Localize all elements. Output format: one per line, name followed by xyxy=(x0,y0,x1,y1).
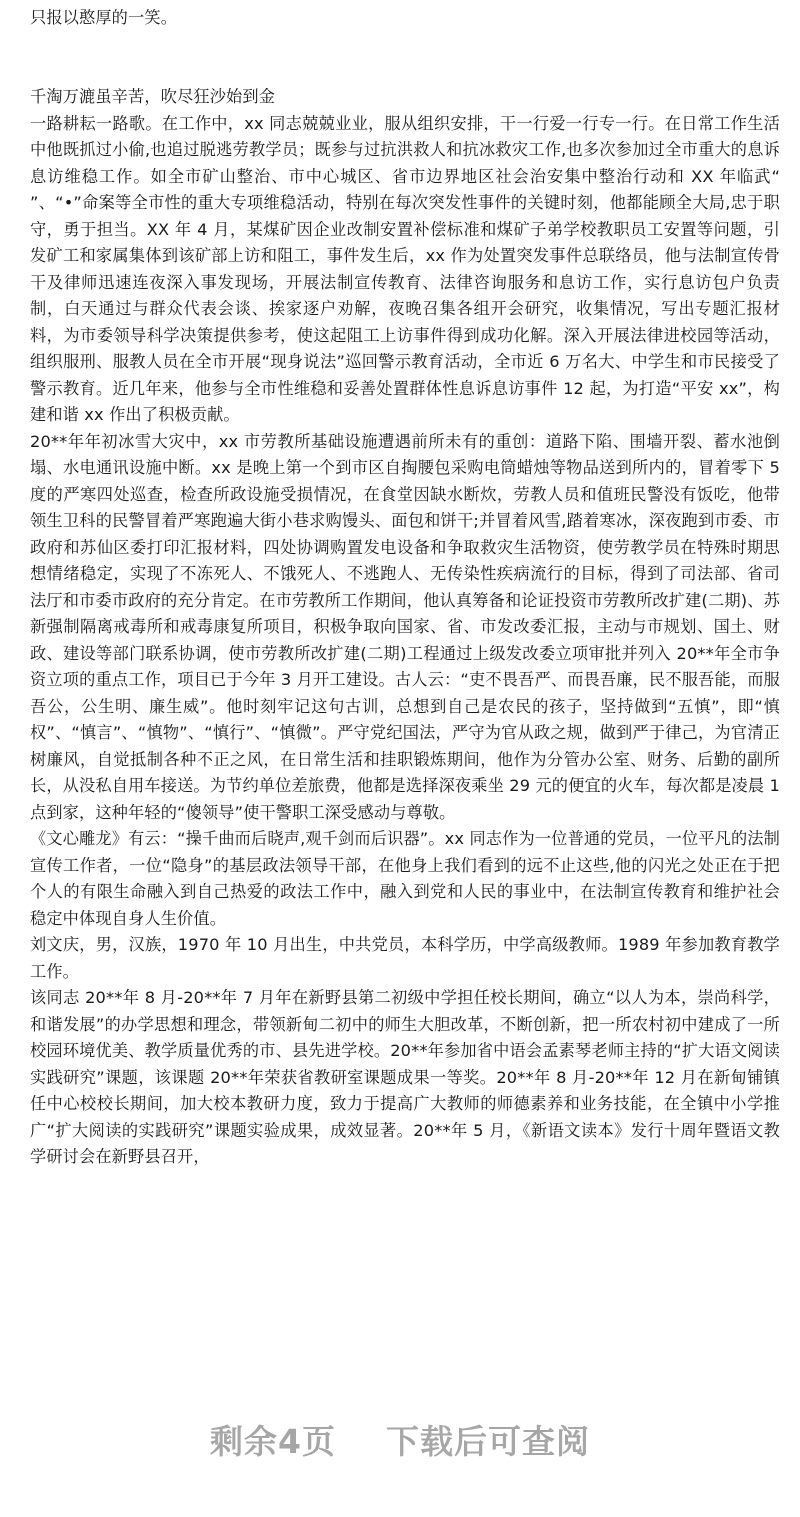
paragraph: 一路耕耘一路歌。在工作中，xx 同志兢兢业业，服从组织安排，干一行爱一行专一行。在日常工作生活中他既抓过小偷,也追过脱逃劳教学员；既参与过抗洪救人和抗冰救灾工作,也多次参加过全市重大的息诉息访维稳工作。如全市矿山整治、市中心城区、省市边界地区社会治安集中整治行动和 XX 年临武“ ”、“•”命案等全市性的重大专项维稳活动，特别在每次突发性事件的关键时刻，他都能顾全大局,忠于职守，勇于担当。XX 年 4 月，某煤矿因企业改制安置补偿标准和煤矿子弟学校教职员工安置等问题，引发矿工和家属集体到该矿部上访和阻工，事件发生后，xx 作为处置突发事件总联络员，他与法制宣传骨干及律师迅速连夜深入事发现场，开展法制宣传教育、法律咨询服务和息访工作，实行息访包户负责制，白天通过与群众代表会谈、挨家逐户劝解，夜晚召集各组开会研究，收集情况，写出专题汇报材料，为市委领导科学决策提供参考，使这起阻工上访事件得到成功化解。深入开展法律进校园等活动，组织服刑、服教人员在全市开展“现身说法”巡回警示教育活动，全市近 6 万名大、中学生和市民接受了警示教育。近几年来，他参与全市性维稳和妥善处置群体性息诉息访事件 12 起，为打造“平安 xx”，构建和谐 xx 作出了积极贡献。 xyxy=(30,113,780,424)
paragraph: 刘文庆，男，汉族，1970 年 10 月出生，中共党员，本科学历，中学高级教师。1989 年参加教育教学工作。 xyxy=(30,935,780,981)
intro-text xyxy=(30,5,780,32)
remaining-pages-banner[interactable]: 剩余4页 下载后可查阅 xyxy=(210,1422,590,1461)
paragraph: 该同志 20**年 8 月-20**年 7 月年在新野县第二初级中学担任校长期间，确立“以人为本，崇尚科学，和谐发展”的办学思想和理念，带领新甸二初中的师生大胆改革，不断创新，把一所农村初中建成了一所校园环境优美、教学质量优秀的市、县先进学校。20**年参加省中语会孟素琴老师主持的“扩大语文阅读实践研究”课题，该课题 20**年荣获省教研室课题成果一等奖。20**年 8 月-20**年 12 月在新甸铺镇任中心校校长期间，加大校本教研力度，致力于提高广大教师的师德素养和业务技能，在全镇中小学推广“扩大阅读的实践研究”课题实验成果，成效显著。20**年 5 月，《新语文读本》发行十周年暨语文教学研讨会在新野县召开， xyxy=(30,988,780,1166)
article-body xyxy=(30,84,780,1171)
section-heading: 千淘万漉虽辛苦，吹尽狂沙始到金 xyxy=(30,87,276,106)
paragraph: 20**年年初冰雪大灾中，xx 市劳教所基础设施遭遇前所未有的重创：道路下陷、围墙开裂、蓄水池倒塌、水电通讯设施中断。xx 是晚上第一个到市区自掏腰包采购电筒蜡烛等物品送到所内的，冒着零下 5 度的严寒四处巡查，检查所政设施受损情况，在食堂因缺水断炊，劳教人员和值班民警没有饭吃，他带领生卫科的民警冒着严寒跑遍大街小巷求购馒头、面包和饼干;并冒着风雪,踏着寒冰，深夜跑到市委、市政府和苏仙区委打印汇报材料，四处协调购置发电设备和争取救灾生活物资，使劳教学员在特殊时期思想情绪稳定，实现了不冻死人、不饿死人、不逃跑人、无传染性疾病流行的目标，得到了司法部、省司法厅和市委市政府的充分肯定。在市劳教所工作期间，他认真筹备和论证投资市劳教所改扩建(二期)、苏新强制隔离戒毒所和戒毒康复所项目，积极争取向国家、省、市发改委汇报，主动与市规划、国土、财政、建设等部门联系协调，使市劳教所改扩建(二期)工程通过上级发改委立项审批并列入 20**年全市争资立项的重点工作，项目已于今年 3 月开工建设。古人云：“吏不畏吾严、而畏吾廉，民不服吾能，而服吾公，公生明、廉生威”。他时刻牢记这句古训，总想到自己是农民的孩子，坚持做到“五慎”，即“慎权”、“慎言”、“慎物”、“慎行”、“慎微”。严守党纪国法，严守为官从政之规，做到严于律己，为官清正树廉风，自觉抵制各种不正之风，在日常生活和挂职锻炼期间，他作为分管办公室、财务、后勤的副所长，从没私自用车接送。为节约单位差旅费，他都是选择深夜乘坐 29 元的便宜的火车，每次都是凌晨 1 点到家，这种年轻的“傻领导”使干警职工深受感动与尊敬。 xyxy=(30,431,780,822)
intro-line: 只报以憨厚的一笑。 xyxy=(30,8,178,27)
paragraph: 《文心雕龙》有云：“操千曲而后晓声,观千剑而后识器”。xx 同志作为一位普通的党员，一位平凡的法制宣传工作者，一位“隐身”的基层政法领导干部，在他身上我们看到的远不止这些,他的闪光之处正在于把个人的有限生命融入到自己热爱的政法工作中，融入到党和人民的事业中，在法制宣传教育和维护社会稳定中体现自身人生价值。 xyxy=(30,829,780,928)
